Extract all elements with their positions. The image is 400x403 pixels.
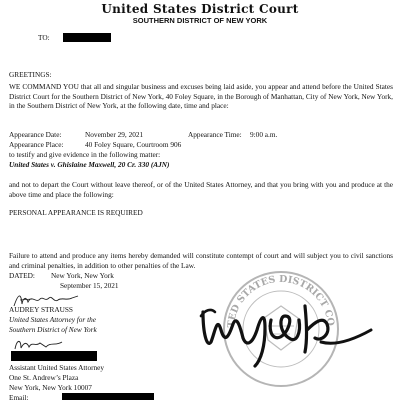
to-label: TO:: [38, 33, 50, 42]
dated-label: DATED:: [9, 271, 35, 280]
appearance-date-value: November 29, 2021: [85, 130, 144, 139]
dated-place: New York, New York: [51, 271, 114, 280]
signatory-name: AUDREY STRAUSS: [9, 305, 73, 314]
appearance-time-value: 9:00 a.m.: [250, 130, 278, 139]
signatory-title-line1: United States Attorney for the: [9, 315, 97, 324]
appearance-place-value: 40 Foley Square, Courtroom 906: [85, 140, 182, 149]
appearance-time-label: Appearance Time:: [188, 130, 242, 139]
assistant-signature: [12, 336, 72, 352]
assistant-name-redaction: [11, 351, 97, 361]
assistant-address1: One St. Andrew’s Plaza: [9, 373, 79, 382]
addressee-redaction: [63, 33, 111, 42]
failure-paragraph: Failure to attend and produce any items hereby demanded will constitute contempt of court and will subject you to civil sanctions and criminal penalties, in addition to other penalties of the Law.: [9, 251, 393, 270]
email-redaction: [62, 393, 154, 400]
district-heading: SOUTHERN DISTRICT OF NEW YORK: [132, 16, 268, 25]
seal-text: UNITED STATES DISTRICT COURT: [217, 262, 337, 329]
greeting: GREETINGS:: [9, 70, 52, 79]
assistant-address2: New York, New York 10007: [9, 383, 92, 392]
clerk-signature: [195, 286, 380, 374]
court-name-heading: United States District Court: [101, 2, 299, 16]
appearance-date-label: Appearance Date:: [9, 130, 62, 139]
assistant-title: Assistant United States Attorney: [9, 363, 105, 372]
personal-appearance-notice: PERSONAL APPEARANCE IS REQUIRED: [9, 208, 143, 217]
testify-line: to testify and give evidence in the following matter:: [9, 150, 161, 159]
assistant-email-label: Email:: [9, 393, 29, 402]
dated-date: September 15, 2021: [60, 281, 119, 290]
not-depart-paragraph: and not to depart the Court without leave thereof, or of the United States Attorney, and that you bring with you and produce at the above time and place the following:: [9, 180, 393, 199]
signatory-title-line2: Southern District of New York: [9, 325, 97, 334]
case-caption: United States v. Ghislaine Maxwell, 20 Cr. 330 (AJN): [9, 160, 170, 169]
command-paragraph: WE COMMAND YOU that all and singular business and excuses being laid aside, you appear and attend before the United States District Court for the Southern District of New York, 40 Foley Square, in the Borough of Manhattan, City of New York, New York, in the Southern District of New York, at the following date, time and place:: [9, 82, 393, 111]
appearance-place-label: Appearance Place:: [9, 140, 64, 149]
